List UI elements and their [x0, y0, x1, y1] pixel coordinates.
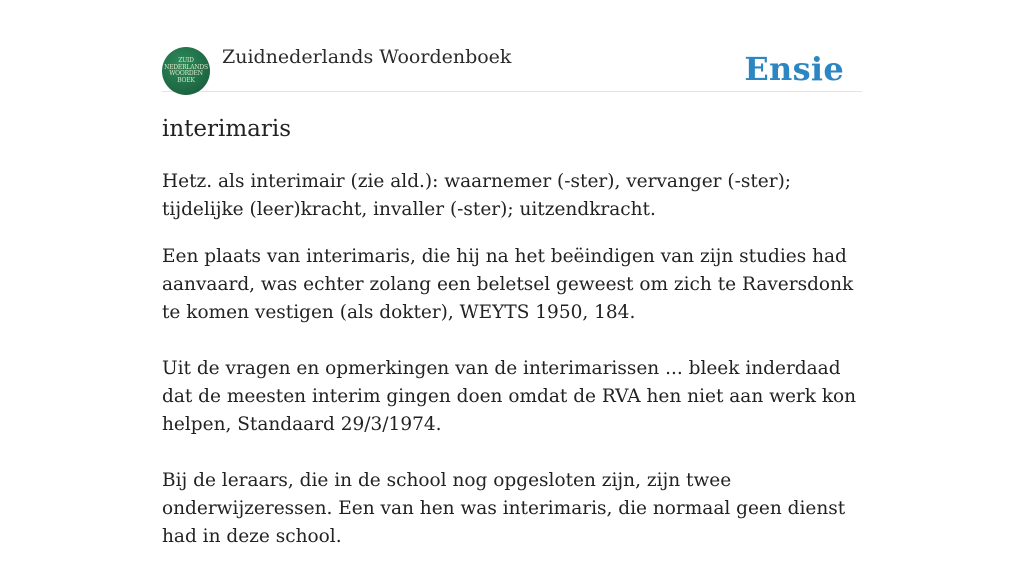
page-container — [162, 0, 862, 547]
dictionary-logo[interactable] — [162, 47, 210, 95]
header — [162, 0, 862, 92]
example-quotes — [162, 243, 867, 579]
logo-text-line: NEDERLANDS — [164, 63, 208, 71]
logo-text-line: WOORDEN — [169, 70, 203, 77]
entry-title: interimaris — [162, 116, 292, 142]
example-quote: Een plaats van interimaris, die hij na het beëindigen van zijn studies had aanvaard, was echter zolang een beletsel geweest om zich te Raversdonk te komen vestigen (als dokter), WEYTS 1950, 184. — [162, 246, 854, 323]
logo-text-line: ZUID — [178, 57, 194, 64]
entry-definition: Hetz. als interimair (zie ald.): waarnemer (-ster), vervanger (-ster); tijdelijke (leer)kracht, invaller (-ster); uitzendkracht. — [162, 171, 792, 220]
ensie-brand-link[interactable]: Ensie — [744, 50, 844, 88]
logo-text-line: BOEK — [177, 76, 195, 84]
dictionary-name-link[interactable]: Zuidnederlands Woordenboek — [222, 46, 512, 68]
example-quote: Bij de leraars, die in de school nog opgesloten zijn, zijn twee onderwijzeressen. Een van hen was interimaris, die normaal geen dienst had in deze school. — [162, 470, 846, 547]
example-quote: Uit de vragen en opmerkingen van de interimarissen ... bleek inderdaad dat de meesten interim gingen doen omdat de RVA hen niet aan werk kon helpen, Standaard 29/3/1974. — [162, 358, 857, 435]
